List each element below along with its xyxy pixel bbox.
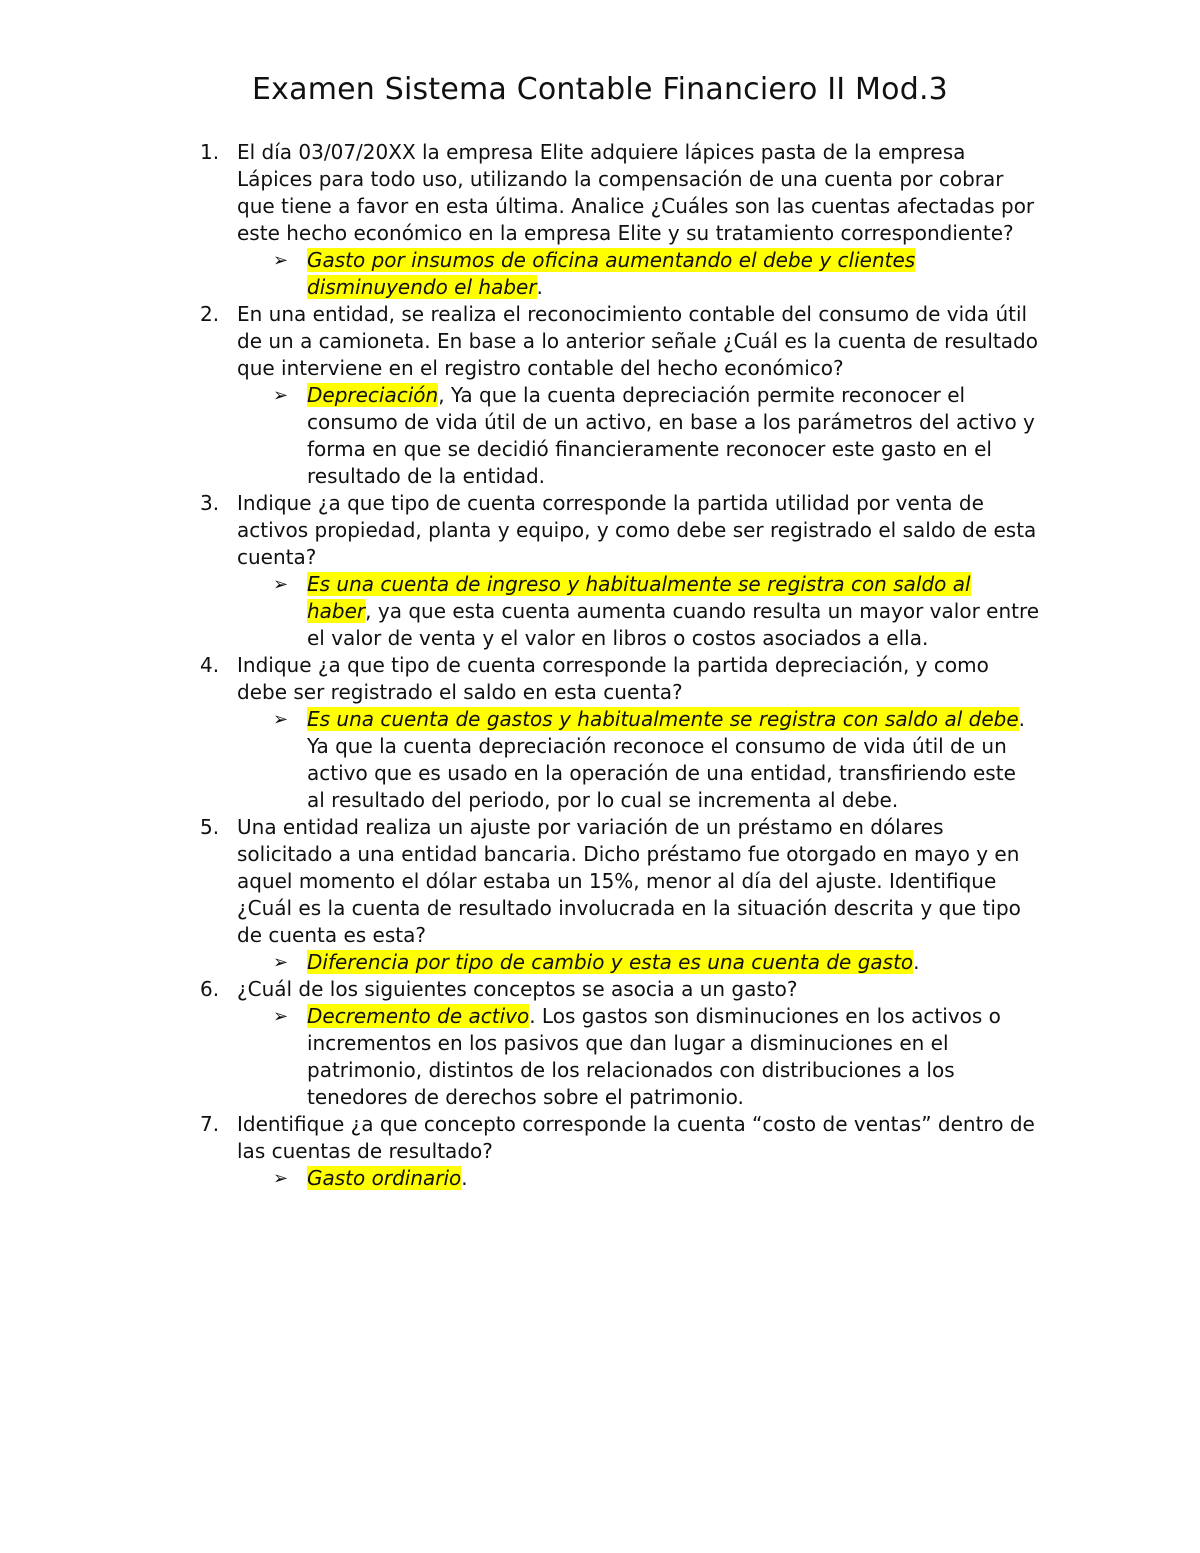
answer-highlight: Depreciación <box>307 383 439 407</box>
answer-highlight: Es una cuenta de gastos y habitualmente se registra con saldo al debe <box>307 707 1019 731</box>
answer-highlight: Es una cuenta de ingreso y habitualmente se registra con saldo al haber <box>307 572 971 623</box>
question-number: 4. <box>200 653 220 677</box>
question-1 <box>200 139 1040 301</box>
answer-highlight: Gasto por insumos de oficina aumentando el debe y clientes disminuyendo el haber <box>307 248 916 299</box>
answer-7 <box>237 1165 1040 1192</box>
question-number: 5. <box>200 815 220 839</box>
question-7 <box>200 1111 1040 1192</box>
arrow-bullet-icon: ➢ <box>273 1168 289 1189</box>
question-text: Identifique ¿a que concepto corresponde la cuenta “costo de ventas” dentro de las cuentas de resultado? <box>237 1112 1035 1163</box>
answer-explanation: . Los gastos son disminuciones en los activos o incrementos en los pasivos que dan lugar a disminuciones en el patrimonio, distintos de los relacionados con distribuciones a los tenedores de derechos sobre el patrimonio. <box>307 1004 1001 1109</box>
arrow-bullet-icon: ➢ <box>273 250 289 271</box>
question-list <box>200 139 1040 1192</box>
answer-2 <box>237 382 1040 490</box>
question-number: 7. <box>200 1112 220 1136</box>
question-2 <box>200 301 1040 490</box>
question-text: El día 03/07/20XX la empresa Elite adquiere lápices pasta de la empresa Lápices para todo uso, utilizando la compensación de una cuenta por cobrar que tiene a favor en esta última. Analice ¿Cuáles son las cuentas afectadas por este hecho económico en la empresa Elite y su tratamiento correspondiente? <box>237 140 1035 245</box>
answer-4 <box>237 706 1040 814</box>
answer-explanation: . <box>913 950 920 974</box>
answer-highlight: Diferencia por tipo de cambio y esta es una cuenta de gasto <box>307 950 914 974</box>
answer-highlight: Decremento de activo <box>307 1004 530 1028</box>
answer-explanation: , ya que esta cuenta aumenta cuando resulta un mayor valor entre el valor de venta y el valor en libros o costos asociados a ella. <box>307 599 1040 650</box>
question-6 <box>200 976 1040 1111</box>
answer-explanation: , Ya que la cuenta depreciación permite reconocer el consumo de vida útil de un activo, en base a los parámetros del activo y forma en que se decidió financieramente reconocer este gasto en el resultado de la entidad. <box>307 383 1035 488</box>
question-4 <box>200 652 1040 814</box>
question-5 <box>200 814 1040 976</box>
question-number: 6. <box>200 977 220 1001</box>
question-number: 3. <box>200 491 220 515</box>
question-text: Indique ¿a que tipo de cuenta corresponde la partida utilidad por venta de activos propiedad, planta y equipo, y como debe ser registrado el saldo de esta cuenta? <box>237 491 1037 569</box>
answer-3 <box>237 571 1040 652</box>
answer-explanation: . <box>536 275 543 299</box>
answer-explanation: . <box>461 1166 468 1190</box>
arrow-bullet-icon: ➢ <box>273 709 289 730</box>
answer-highlight: Gasto ordinario <box>307 1166 462 1190</box>
arrow-bullet-icon: ➢ <box>273 385 289 406</box>
question-number: 2. <box>200 302 220 326</box>
question-text: ¿Cuál de los siguientes conceptos se asocia a un gasto? <box>237 977 798 1001</box>
answer-explanation: . Ya que la cuenta depreciación reconoce el consumo de vida útil de un activo que es usado en la operación de una entidad, transfiriendo este al resultado del periodo, por lo cual se incrementa al debe. <box>307 707 1026 812</box>
arrow-bullet-icon: ➢ <box>273 952 289 973</box>
answer-1 <box>237 247 1040 301</box>
question-text: Indique ¿a que tipo de cuenta corresponde la partida depreciación, y como debe ser registrado el saldo en esta cuenta? <box>237 653 989 704</box>
arrow-bullet-icon: ➢ <box>273 1006 289 1027</box>
question-3 <box>200 490 1040 652</box>
question-text: Una entidad realiza un ajuste por variación de un préstamo en dólares solicitado a una entidad bancaria. Dicho préstamo fue otorgado en mayo y en aquel momento el dólar estaba un 15%, menor al día del ajuste. Identifique ¿Cuál es la cuenta de resultado involucrada en la situación descrita y que tipo de cuenta es esta? <box>237 815 1021 947</box>
answer-5 <box>237 949 1040 976</box>
question-number: 1. <box>200 140 220 164</box>
arrow-bullet-icon: ➢ <box>273 574 289 595</box>
document-title: Examen Sistema Contable Financiero II Mod.3 <box>252 72 948 107</box>
answer-6 <box>237 1003 1040 1111</box>
question-text: En una entidad, se realiza el reconocimiento contable del consumo de vida útil de un a camioneta. En base a lo anterior señale ¿Cuál es la cuenta de resultado que interviene en el registro contable del hecho económico? <box>237 302 1038 380</box>
